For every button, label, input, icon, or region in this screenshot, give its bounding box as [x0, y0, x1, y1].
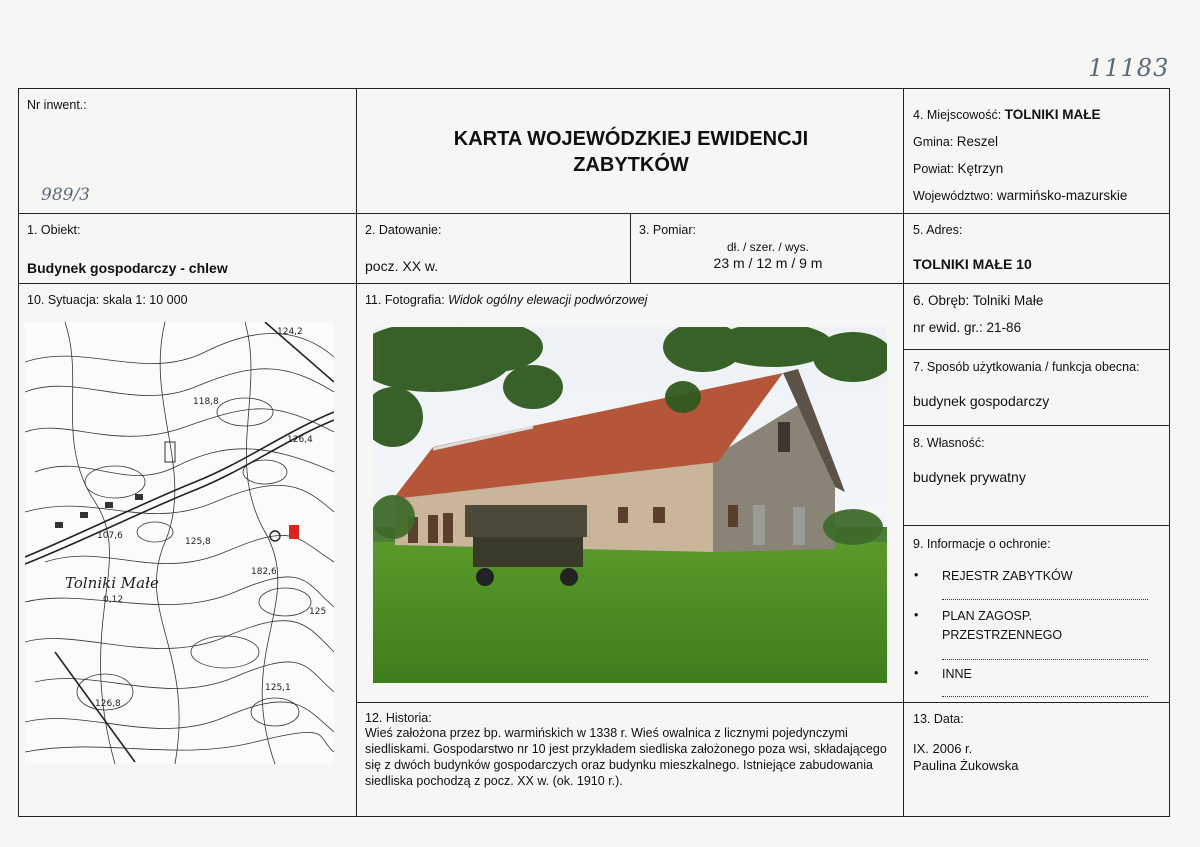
- measurement-value: 23 m / 12 m / 9 m: [713, 255, 823, 271]
- protection-item-plan: PLAN ZAGOSP.: [942, 609, 1033, 623]
- topographic-map-graphic: [25, 322, 334, 764]
- situation-map: [25, 322, 334, 764]
- plot-label: nr ewid. gr.:: [913, 320, 983, 335]
- location-place-row: [913, 107, 1100, 123]
- map-label-8: 125: [309, 607, 327, 617]
- map-label-1: 124,2: [277, 327, 303, 337]
- location-gmina-row: [913, 134, 998, 150]
- map-label-5: 125,8: [185, 537, 211, 547]
- barn-photograph: [373, 327, 887, 683]
- handwritten-archive-number: 11183: [1088, 54, 1170, 82]
- map-place-name: Tolniki Małe: [65, 574, 159, 592]
- precinct-label: 6. Obręb:: [913, 293, 970, 308]
- plot-row: [913, 320, 1021, 336]
- dating-cell: [356, 213, 631, 284]
- history-text: Wieś założona przez bp. warmińskich w 1338 r. Wieś owalnica z licznymi pojedynczymi siedliskami. Gospodarstwo nr 10 jest przykładem siedliska założonego poza wsi, składającego się z dwóch budynków gospodarczych oraz budynku mieszkalnego. Istniejące zabudowania siedliska pochodzą z pocz. XX w. (ok. 1910 r.).: [365, 726, 887, 788]
- gmina-value: Reszel: [956, 134, 999, 149]
- situation-label: 10. Sytuacja: skala 1: 10 000: [27, 293, 188, 307]
- register-dotted-line: [942, 599, 1148, 600]
- bullet-1: •: [914, 568, 919, 582]
- map-label-2: 118,8: [193, 397, 219, 407]
- map-label-3: 126,4: [287, 435, 313, 445]
- measurement-dimensions-header: dł. / szer. / wys.: [726, 240, 810, 254]
- photo-label: 11. Fotografia:: [365, 293, 445, 307]
- bullet-2: •: [914, 608, 919, 622]
- object-value: Budynek gospodarczy - chlew: [27, 260, 228, 276]
- powiat-value: Kętrzyn: [957, 161, 1004, 176]
- object-label: 1. Obiekt:: [27, 223, 81, 237]
- precinct-cell: [903, 283, 1170, 350]
- history-cell: [356, 702, 904, 817]
- inventory-number-handwritten: 989/3: [41, 185, 90, 205]
- protection-label: 9. Informacje o ochronie:: [913, 537, 1051, 551]
- date-value: IX. 2006 r.: [913, 741, 973, 756]
- usage-label: 7. Sposób użytkowania / funkcja obecna:: [913, 360, 1140, 374]
- measurement-cell: [630, 213, 904, 284]
- address-value: TOLNIKI MAŁE 10: [913, 256, 1032, 272]
- precinct-row: [913, 293, 1043, 309]
- map-label-6: 182,6: [251, 567, 277, 577]
- photo-cell: [356, 283, 904, 703]
- title-cell: [356, 88, 904, 214]
- voivodeship-label: Województwo:: [913, 189, 994, 203]
- ownership-cell: [903, 425, 1170, 526]
- date-label: 13. Data:: [913, 712, 964, 726]
- usage-value: budynek gospodarczy: [913, 393, 1050, 409]
- powiat-label: Powiat:: [913, 162, 954, 176]
- measurement-label: 3. Pomiar:: [639, 223, 696, 237]
- protection-item-other: INNE: [942, 667, 972, 681]
- map-label-10: 125,1: [265, 683, 291, 693]
- usage-cell: [903, 349, 1170, 426]
- protection-item-register: REJESTR ZABYTKÓW: [942, 569, 1073, 583]
- map-label-7: 0,12: [103, 595, 124, 605]
- photo-label-row: [365, 292, 647, 308]
- location-place-label: 4. Miejscowość:: [913, 108, 1002, 122]
- dating-label: 2. Datowanie:: [365, 223, 442, 237]
- gmina-label: Gmina:: [913, 135, 954, 149]
- object-cell: [18, 213, 357, 284]
- page-title: KARTA WOJEWÓDZKIEJ EWIDENCJI ZABYTKÓW: [453, 128, 809, 176]
- inventory-number-label: Nr inwent.:: [27, 98, 87, 112]
- ownership-label: 8. Własność:: [913, 436, 985, 450]
- bullet-3: •: [914, 666, 919, 680]
- inventory-number-cell: [18, 88, 357, 214]
- location-voivodeship-row: [913, 188, 1127, 204]
- other-dotted-line: [942, 696, 1148, 697]
- protection-cell: [903, 525, 1170, 703]
- location-cell: [903, 88, 1170, 214]
- author-name: Paulina Żukowska: [913, 758, 1019, 773]
- ownership-value: budynek prywatny: [913, 469, 1026, 485]
- protection-item-plan-continued: PRZESTRZENNEGO: [942, 628, 1063, 642]
- voivodeship-value: warmińsko-mazurskie: [996, 188, 1128, 203]
- address-label: 5. Adres:: [913, 223, 963, 237]
- history-label: 12. Historia:: [365, 711, 432, 725]
- address-cell: [903, 213, 1170, 284]
- dating-value: pocz. XX w.: [365, 258, 439, 274]
- map-label-4: 107,6: [97, 531, 123, 541]
- date-cell: [903, 702, 1170, 817]
- photo-caption: Widok ogólny elewacji podwórzowej: [448, 293, 648, 307]
- map-label-9: 126,8: [95, 699, 121, 709]
- location-powiat-row: [913, 161, 1003, 177]
- plan-dotted-line: [942, 659, 1148, 660]
- plot-value: 21-86: [986, 320, 1022, 335]
- situation-cell: [18, 283, 357, 817]
- location-place-value: TOLNIKI MAŁE: [1004, 107, 1101, 122]
- precinct-value: Tolniki Małe: [972, 293, 1044, 308]
